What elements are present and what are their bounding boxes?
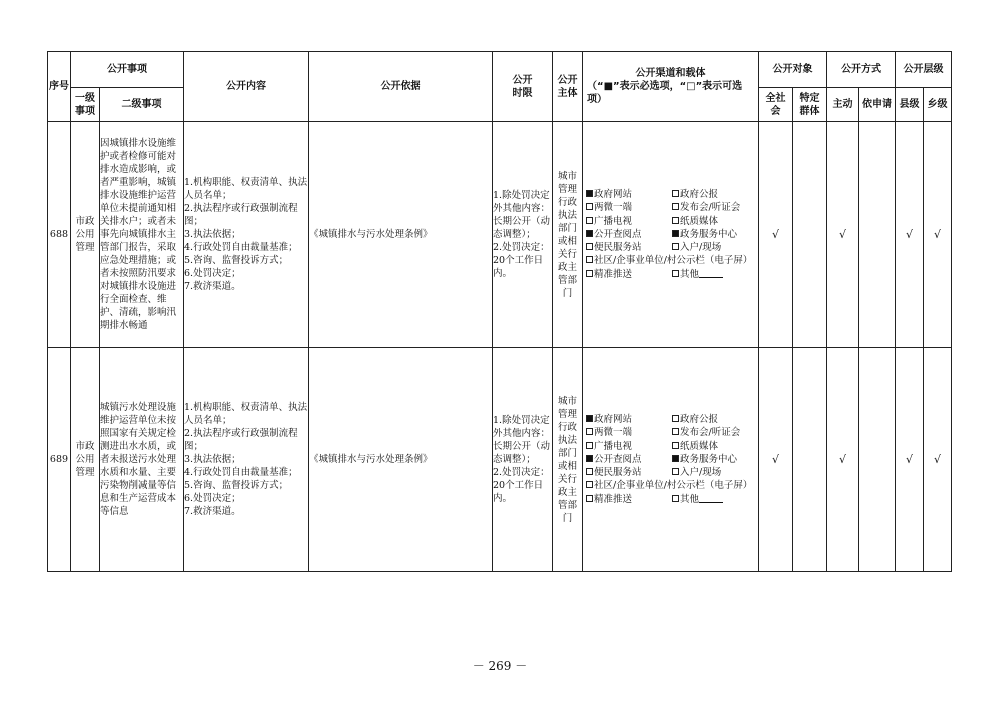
checked-box-icon [672, 455, 679, 462]
empty-box-icon [672, 190, 679, 197]
method-request-check [859, 348, 896, 572]
header-level1: 一级事项 [71, 88, 100, 122]
row-time [493, 348, 553, 572]
header-level: 公开层级 [896, 52, 952, 88]
channel-other: 其他 [672, 268, 762, 281]
channel-precise: 精准推送 [586, 268, 672, 281]
header-method-request: 依申请 [859, 88, 896, 122]
checked-box-icon [586, 455, 593, 462]
header-basis: 公开依据 [309, 52, 493, 122]
disclosure-table [47, 51, 952, 572]
method-request-check [859, 122, 896, 348]
content-item: 4.行政处罚自由裁量基准； [184, 242, 298, 253]
content-item: 5.咨询、监督投诉方式； [184, 255, 289, 266]
checked-box-icon [672, 230, 679, 237]
header-target-all: 全社会 [759, 88, 793, 122]
target-all-check: √ [759, 122, 793, 348]
channel-gov-site: 政府网站 [586, 188, 672, 201]
content-item: 5.咨询、监督投诉方式； [184, 480, 289, 491]
channel-query-point: 公开查阅点 [586, 453, 672, 466]
empty-box-icon [586, 217, 593, 224]
empty-box-icon [586, 481, 593, 488]
channel-service-center: 政务服务中心 [672, 453, 762, 466]
content-item: 1.机构职能、权责清单、执法人员名单； [184, 177, 308, 201]
channel-paper: 纸质媒体 [672, 215, 762, 228]
row-basis: 《城镇排水与污水处理条例》 [309, 348, 493, 572]
channel-gov-site: 政府网站 [586, 413, 672, 426]
empty-box-icon [672, 415, 679, 422]
row-level1: 市政公用管理 [71, 122, 100, 348]
header-channel-title: 公开渠道和载体 [635, 68, 706, 79]
row-level2: 因城镇排水设施维护或者检修可能对排水造成影响，或者严重影响，城镇排水设施维护运营单位未提前通知相关排水户；或者未事先向城镇排水主管部门报告，采取应急处理措施；或者未按照防汛要求对城镇排水设施进行全面检查、维护、清疏，影响汛期排水畅通 [100, 122, 184, 348]
content-item: 3.执法依据； [184, 229, 241, 240]
channel-gov-gazette: 政府公报 [672, 413, 762, 426]
header-seq: 序号 [48, 52, 71, 122]
row-channels [583, 348, 759, 572]
table-row [48, 122, 952, 348]
empty-box-icon [586, 468, 593, 475]
header-subject: 公开主体 [553, 52, 583, 122]
empty-box-icon [672, 243, 679, 250]
header-level-county: 县级 [896, 88, 924, 122]
row-level2: 城镇污水处理设施维护运营单位未按照国家有关规定检测进出水水质，或者未报送污水处理水质和水量、主要污染物削减量等信息和生产运营成本等信息 [100, 348, 184, 572]
header-level-town: 乡级 [924, 88, 952, 122]
content-item: 6.处罚决定； [184, 493, 241, 504]
channel-press: 发布会/听证会 [672, 426, 762, 439]
content-item: 4.行政处罚自由裁量基准； [184, 467, 298, 478]
header-channel [583, 52, 759, 122]
row-channels [583, 122, 759, 348]
empty-box-icon [586, 256, 593, 263]
empty-box-icon [672, 270, 679, 277]
content-item: 7.救济渠道。 [184, 281, 241, 292]
empty-box-icon [672, 428, 679, 435]
row-subject: 城市管理行政执法部门或相关行政主管部门 [553, 122, 583, 348]
level-town-check: √ [924, 122, 952, 348]
header-method-active: 主动 [827, 88, 859, 122]
level-county-check: √ [896, 122, 924, 348]
empty-box-icon [586, 243, 593, 250]
page-number: － 269 － [472, 659, 528, 673]
channel-door: 入户/现场 [672, 241, 762, 254]
time-item: 1.除处罚决定外其他内容：长期公开（动态调整）； [493, 415, 551, 465]
channel-query-point: 公开查阅点 [586, 228, 672, 241]
empty-box-icon [586, 203, 593, 210]
checked-box-icon [586, 230, 593, 237]
method-active-check: √ [827, 348, 859, 572]
channel-gov-gazette: 政府公报 [672, 188, 762, 201]
channel-convenience: 便民服务站 [586, 466, 672, 479]
checked-box-icon [586, 415, 593, 422]
channel-tv: 广播电视 [586, 440, 672, 453]
header-target-specific: 特定群体 [793, 88, 827, 122]
empty-box-icon [672, 442, 679, 449]
channel-community: 社区/企事业单位/村公示栏（电子屏） [586, 254, 762, 267]
content-item: 2.执法程序或行政强制流程图； [184, 428, 298, 452]
channel-door: 入户/现场 [672, 466, 762, 479]
row-time [493, 122, 553, 348]
empty-box-icon [586, 270, 593, 277]
empty-box-icon [586, 428, 593, 435]
channel-precise: 精准推送 [586, 493, 672, 506]
channel-community: 社区/企事业单位/村公示栏（电子屏） [586, 479, 762, 492]
empty-box-icon [586, 442, 593, 449]
channel-convenience: 便民服务站 [586, 241, 672, 254]
header-target: 公开对象 [759, 52, 827, 88]
content-item: 1.机构职能、权责清单、执法人员名单； [184, 402, 308, 426]
row-number: 688 [48, 122, 71, 348]
channel-two-micro: 两微一端 [586, 426, 672, 439]
channel-other: 其他 [672, 493, 762, 506]
header-method: 公开方式 [827, 52, 896, 88]
header-items: 公开事项 [71, 52, 184, 88]
empty-box-icon [672, 495, 679, 502]
content-item: 2.执法程序或行政强制流程图； [184, 203, 298, 227]
row-content [184, 122, 309, 348]
channel-service-center: 政务服务中心 [672, 228, 762, 241]
level-town-check: √ [924, 348, 952, 572]
content-item: 7.救济渠道。 [184, 506, 241, 517]
empty-box-icon [586, 495, 593, 502]
channel-press: 发布会/听证会 [672, 201, 762, 214]
checked-box-icon [586, 190, 593, 197]
channel-paper: 纸质媒体 [672, 440, 762, 453]
row-number: 689 [48, 348, 71, 572]
method-active-check: √ [827, 122, 859, 348]
row-basis: 《城镇排水与污水处理条例》 [309, 122, 493, 348]
time-item: 2.处罚决定：20个工作日内。 [493, 467, 550, 504]
table-row [48, 348, 952, 572]
empty-box-icon [672, 217, 679, 224]
empty-box-icon [672, 203, 679, 210]
time-item: 1.除处罚决定外其他内容：长期公开（动态调整）； [493, 190, 551, 240]
target-specific-check [793, 348, 827, 572]
empty-box-icon [672, 468, 679, 475]
content-item: 6.处罚决定； [184, 268, 241, 279]
row-level1: 市政公用管理 [71, 348, 100, 572]
target-all-check: √ [759, 348, 793, 572]
content-item: 3.执法依据； [184, 454, 241, 465]
row-subject: 城市管理行政执法部门或相关行政主管部门 [553, 348, 583, 572]
channel-two-micro: 两微一端 [586, 201, 672, 214]
level-county-check: √ [896, 348, 924, 572]
target-specific-check [793, 122, 827, 348]
channel-tv: 广播电视 [586, 215, 672, 228]
row-content [184, 348, 309, 572]
header-time: 公开时限 [493, 52, 553, 122]
time-item: 2.处罚决定：20个工作日内。 [493, 242, 550, 279]
header-level2: 二级事项 [100, 88, 184, 122]
header-channel-note: （“■”表示必选项，“□”表示可选项） [587, 81, 743, 105]
header-content: 公开内容 [184, 52, 309, 122]
